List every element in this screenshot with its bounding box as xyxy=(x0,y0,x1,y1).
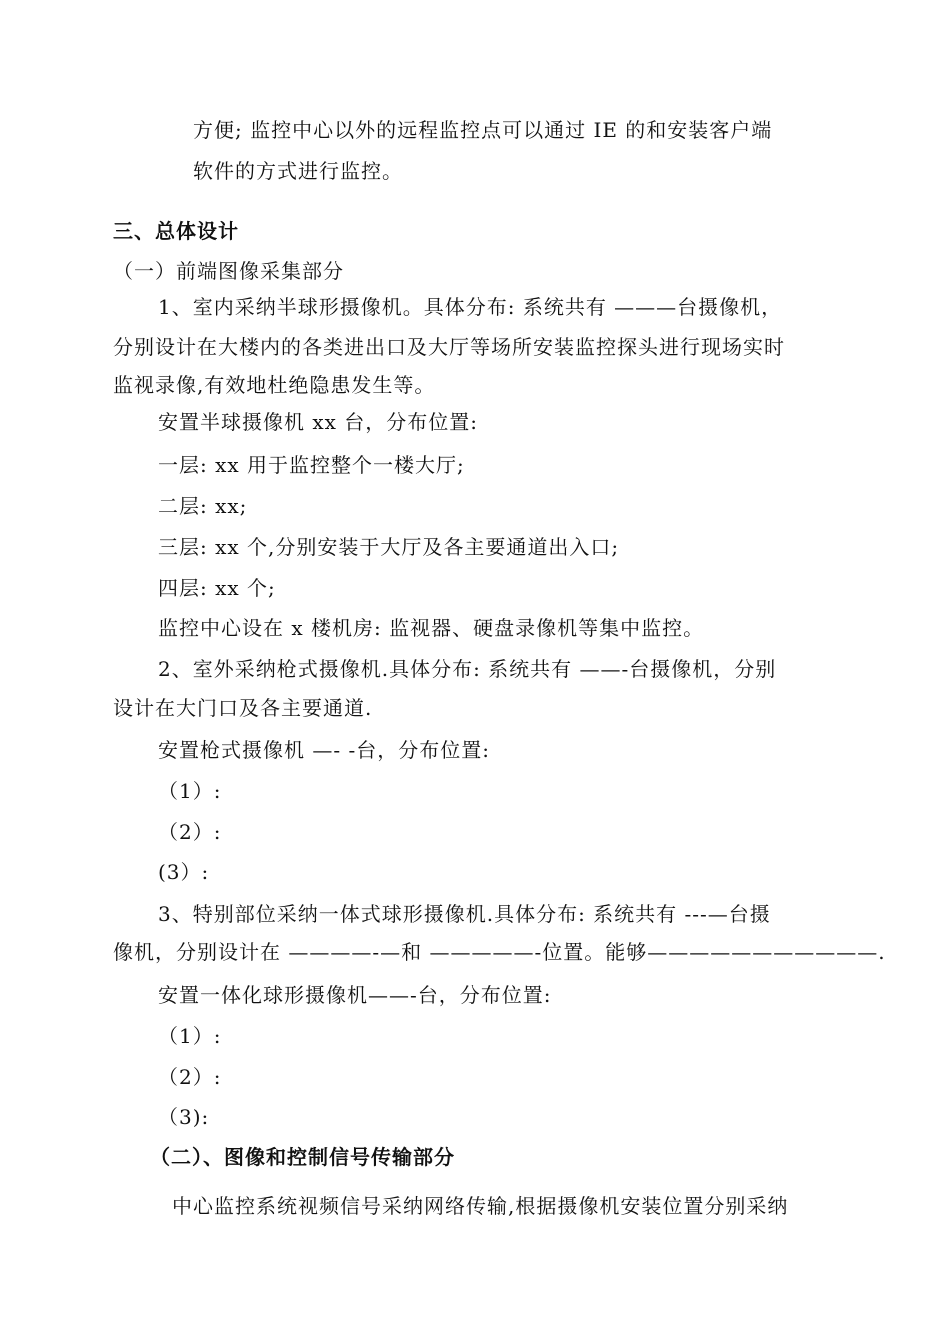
item-1-line-1: 1、室内采纳半球形摄像机。具体分布: 系统共有 ———台摄像机， xyxy=(158,295,783,319)
floor-1-line: 一层: xx 用于监控整个一楼大厅; xyxy=(158,453,465,477)
item-2-line-2: 设计在大门口及各主要通道. xyxy=(113,696,373,720)
section-3-title: 三、总体设计 xyxy=(113,219,239,243)
integrated-position-1: （1）: xyxy=(158,1024,222,1048)
item-1-line-3: 监视录像,有效地杜绝隐患发生等。 xyxy=(113,373,436,397)
monitor-center-line: 监控中心设在 x 楼机房: 监视器、硬盘录像机等集中监控。 xyxy=(158,616,705,640)
gun-position-2: （2）: xyxy=(158,820,222,844)
floor-3-line: 三层: xx 个,分别安装于大厅及各主要通道出入口; xyxy=(158,535,620,559)
transmission-paragraph: 中心监控系统视频信号采纳网络传输,根据摄像机安装位置分别采纳 xyxy=(172,1194,789,1218)
item-2-line-1: 2、室外采纳枪式摄像机.具体分布: 系统共有 ——-台摄像机，分别 xyxy=(158,657,777,681)
floor-4-line: 四层: xx 个; xyxy=(158,576,276,600)
integrated-position-3: （3): xyxy=(158,1105,210,1129)
floor-2-line: 二层: xx; xyxy=(158,494,248,518)
integrated-position-2: （2）: xyxy=(158,1065,222,1089)
intro-line-2: 软件的方式进行监控。 xyxy=(193,159,403,183)
subsection-1-title: （一）前端图像采集部分 xyxy=(113,259,344,283)
item-3-line-1: 3、特别部位采纳一体式球形摄像机.具体分布: 系统共有 ---—台摄 xyxy=(158,902,771,926)
subsection-2-title: （二）、图像和控制信号传输部分 xyxy=(150,1145,455,1169)
gun-position-1: （1）: xyxy=(158,779,222,803)
dome-install-line: 安置半球摄像机 xx 台，分布位置: xyxy=(158,410,479,434)
gun-install-line: 安置枪式摄像机 —- -台，分布位置: xyxy=(158,738,490,762)
item-3-line-2: 像机，分别设计在 ————-—和 —————-位置。能够———————————. xyxy=(113,940,886,964)
intro-line-1: 方便; 监控中心以外的远程监控点可以通过 IE 的和安装客户端 xyxy=(193,118,773,142)
gun-position-3: (3）: xyxy=(158,860,210,884)
item-1-line-2: 分别设计在大楼内的各类进出口及大厅等场所安装监控探头进行现场实时 xyxy=(113,335,785,359)
integrated-install-line: 安置一体化球形摄像机——-台，分布位置: xyxy=(158,983,552,1007)
